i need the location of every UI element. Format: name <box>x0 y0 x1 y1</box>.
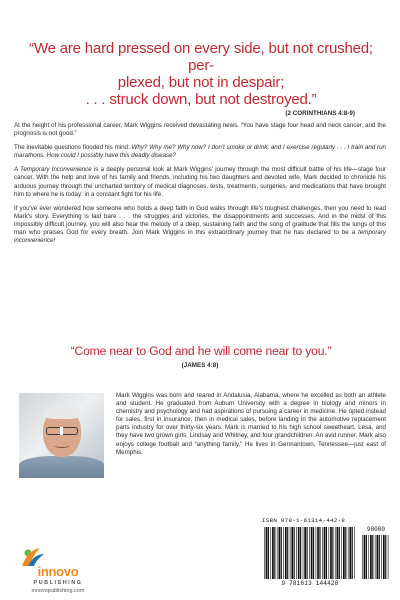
barcode-area <box>262 517 392 595</box>
barcode-icon <box>264 527 356 579</box>
photo-shirt <box>19 456 104 478</box>
synopsis-paragraph-3 <box>14 166 386 198</box>
photo-glasses <box>46 427 78 435</box>
barcode-bar <box>270 527 271 579</box>
top-quote-line-1: “We are hard pressed on every side, but not crushed; per- <box>29 40 373 74</box>
paragraph-4-text: If you've ever wondered how someone who holds a deep faith in God walks through life's toughest challenges, then you need to read Mark's story. Everything is laid bare . . . the struggles and victories, the disappointments and successes. And in the midst of this impossibly difficult journey, you will also hear the melody of a deep, sustaining faith and the song of gratitude that fills the lungs of this man who praises God for every breath. Join Mark Wiggins in this extraordinary journey that he has declared to be <box>14 204 386 237</box>
paragraph-4-closing: a temporary inconvenience! <box>14 229 387 245</box>
price-code: 90000 <box>366 526 385 533</box>
barcode-bar <box>388 535 389 579</box>
barcode-bar <box>368 535 369 579</box>
barcode-bar <box>287 527 288 579</box>
barcode-bar <box>285 527 287 579</box>
photo-hair <box>43 405 81 419</box>
barcode-bar <box>383 535 385 579</box>
barcode-bar <box>298 527 300 579</box>
middle-quote-reference: (JAMES 4:8) <box>181 362 219 369</box>
barcode-bar <box>341 527 342 579</box>
barcode-bar <box>343 527 345 579</box>
barcode-bar <box>370 535 372 579</box>
top-quote-reference: (2 CORINTHIANS 4:8-9) <box>285 110 355 117</box>
barcode-bar <box>319 527 320 579</box>
barcode-bar <box>309 527 310 579</box>
barcode-bar <box>366 535 367 579</box>
barcode-bar <box>277 527 278 579</box>
author-photo <box>19 393 104 478</box>
paragraph-3-text: is a deeply personal look at Mark Wiggins' journey through the most difficult battle of his life—stage four cancer. With the help and love of his family and friends, including his two daughters and devoted wife, Mark decided to chronicle his arduous journey through the uncharted territory of medical diagnoses, tests, treatments, surgeries, and medications that have brought him to where he is today: in a constant fight for his life. <box>14 166 386 198</box>
barcode-bar <box>307 527 308 579</box>
barcode-bar <box>326 527 327 579</box>
barcode-bar <box>316 527 317 579</box>
barcode-bar <box>274 527 275 579</box>
barcode-bar <box>311 527 313 579</box>
barcode-bar <box>345 527 346 579</box>
isbn-label: ISBN 978-1-61314-442-8 <box>262 517 346 524</box>
barcode-bar <box>272 527 274 579</box>
barcode-bar <box>268 527 269 579</box>
paragraph-2-questions: Why? Why me? Why now? I don't smoke or drink, and I exercise regularly . . . I train and run marathons. How could I possibly have this deadly disease? <box>14 144 386 160</box>
top-quote-line-3: . . . struck down, but not destroyed.” <box>85 91 317 108</box>
paragraph-2-intro: The inevitable questions flooded his mind: <box>14 144 132 152</box>
barcode-bar <box>385 535 386 579</box>
barcode-bar <box>362 535 363 579</box>
barcode-bar <box>313 527 314 579</box>
barcode-bar <box>329 527 330 579</box>
barcode-bar <box>294 527 295 579</box>
barcode-bar <box>304 527 306 579</box>
barcode-bar <box>290 527 291 579</box>
barcode-bar <box>348 527 349 579</box>
barcode-bar <box>279 527 281 579</box>
barcode-bar <box>322 527 323 579</box>
barcode-bar <box>339 527 340 579</box>
barcode-bar <box>354 527 355 579</box>
publisher-url: innovopublishing.com <box>31 588 85 594</box>
barcode-bar <box>332 527 333 579</box>
photo-smile <box>54 443 70 448</box>
barcode-bar <box>330 527 332 579</box>
barcode-bar <box>317 527 319 579</box>
barcode-bar <box>300 527 301 579</box>
barcode-bar <box>266 527 268 579</box>
barcode-number: 9 781613 144428 <box>281 580 339 587</box>
barcode-bar <box>335 527 336 579</box>
synopsis-paragraph-2 <box>14 144 386 160</box>
book-title: A Temporary Inconvenience <box>14 166 92 174</box>
barcode-bar <box>296 527 297 579</box>
publisher-tag: PUBLISHING <box>33 580 83 586</box>
barcode-bar <box>375 535 376 579</box>
barcode-bar <box>303 527 304 579</box>
synopsis-paragraph-4 <box>14 205 386 245</box>
barcode-bar <box>349 527 351 579</box>
barcode-bar <box>372 535 373 579</box>
top-quote <box>20 40 382 108</box>
barcode-bar <box>379 535 380 579</box>
synopsis-paragraph-1: At the height of his professional career, Mark Wiggins received devastating news. “You have stage four head and neck cancer, and the prognosis is not good.” <box>14 122 386 138</box>
barcode-bar <box>283 527 284 579</box>
author-bio: Mark Wiggins was born and reared in Andalusia, Alabama, where he excelled as both an athlete and student. He graduated from Auburn University with a degree in biology and minors in chemistry and psychology and had aspirations of pursuing a career in medicine. He opted instead for sales, first in insurance, then in medical sales, before landing in the automotive replacement parts industry for over thirty-six years. Mark is married to his high school sweetheart, Lesa, and they have two grown girls, Lindsay and Whitney, and four grandchildren. An avid runner, Mark also enjoys college football and “anything family.” He lives in Germantown, Tennessee—just east of Memphis. <box>116 392 386 456</box>
top-quote-line-2: plexed, but not in despair; <box>117 74 285 91</box>
barcode-bar <box>364 535 366 579</box>
addon-barcode-icon <box>362 535 390 579</box>
barcode-bar <box>377 535 379 579</box>
barcode-bar <box>281 527 282 579</box>
barcode-bar <box>352 527 353 579</box>
publisher-name: innovo <box>37 564 79 579</box>
barcode-bar <box>264 527 265 579</box>
barcode-bar <box>381 535 382 579</box>
publisher-logo <box>18 540 98 596</box>
barcode-bar <box>291 527 293 579</box>
barcode-bar <box>337 527 339 579</box>
barcode-bar <box>324 527 326 579</box>
synopsis <box>14 122 386 251</box>
middle-quote: “Come near to God and he will come near to you.” <box>70 344 332 358</box>
